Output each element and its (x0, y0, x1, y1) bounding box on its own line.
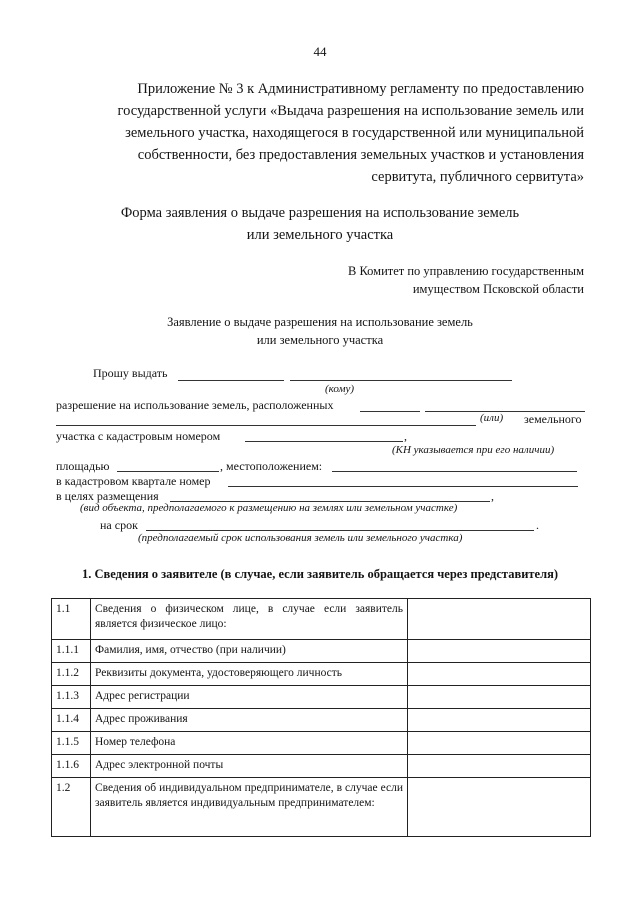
object-hint: (вид объекта, предполагаемого к размещению на землях или земельном участке) (80, 502, 458, 514)
table-row (52, 640, 591, 663)
table-row (52, 686, 591, 709)
addressee-line: В Комитет по управлению государственным (347, 264, 584, 278)
row-value-cell[interactable] (408, 686, 591, 709)
row-number: 1.1.3 (52, 686, 91, 709)
row-number: 1.1.6 (52, 755, 91, 778)
term-hint: (предполагаемый срок использования земель или земельного участка) (138, 532, 463, 544)
row-value-cell[interactable] (408, 599, 591, 640)
row-number: 1.1 (52, 599, 91, 640)
row-value-cell[interactable] (408, 709, 591, 732)
row-description: Реквизиты документа, удостоверяющего личность (91, 663, 408, 686)
cadastral-hint: (КН указывается при его наличии) (392, 444, 555, 456)
table-row (52, 709, 591, 732)
row-value-cell[interactable] (408, 755, 591, 778)
cadastral-comma: , (404, 429, 407, 443)
table-row (52, 755, 591, 778)
lands-line-1[interactable] (360, 411, 420, 412)
quarter-line[interactable] (228, 486, 578, 487)
application-title-line: Заявление о выдаче разрешения на использование земель (167, 315, 473, 329)
row-number: 1.2 (52, 778, 91, 837)
table-row (52, 599, 591, 640)
row-value-cell[interactable] (408, 732, 591, 755)
area-line[interactable] (117, 471, 219, 472)
appendix-line: государственной услуги «Выдача разрешения на использование земель или (117, 103, 584, 119)
recipient-line-1[interactable] (178, 380, 284, 381)
purpose-label: в целях размещения (56, 489, 159, 503)
row-description: Фамилия, имя, отчество (при наличии) (91, 640, 408, 663)
row-number: 1.1.2 (52, 663, 91, 686)
row-description: Сведения о физическом лице, в случае если заявитель является физическое лицо: (91, 599, 408, 640)
row-description: Адрес регистрации (91, 686, 408, 709)
application-title-line: или земельного участка (256, 333, 384, 347)
row-description: Номер телефона (91, 732, 408, 755)
land-word: земельного (524, 412, 582, 426)
request-label: Прошу выдать (93, 366, 168, 380)
row-value-cell[interactable] (408, 663, 591, 686)
cadastral-label: участка с кадастровым номером (56, 429, 221, 443)
row-description: Сведения об индивидуальном предпринимателе, в случае если заявитель является индивидуальным предпринимателем: (91, 778, 408, 837)
recipient-line-2[interactable] (290, 380, 512, 381)
form-title-line: Форма заявления о выдаче разрешения на использование земель (120, 205, 520, 221)
row-description: Адрес проживания (91, 709, 408, 732)
location-label: , местоположением: (220, 459, 323, 473)
row-description: Адрес электронной почты (91, 755, 408, 778)
row-number: 1.1.5 (52, 732, 91, 755)
row-value-cell[interactable] (408, 640, 591, 663)
lands-line-3[interactable] (56, 425, 476, 426)
permit-label: разрешение на использование земель, расположенных (56, 398, 334, 412)
quarter-label: в кадастровом квартале номер (56, 474, 211, 488)
page-number: 44 (313, 44, 327, 59)
term-line[interactable] (146, 530, 534, 531)
appendix-line: Приложение № 3 к Административному регламенту по предоставлению (137, 81, 584, 97)
applicant-info-table (51, 598, 591, 837)
to-whom-hint: (кому) (325, 383, 355, 395)
table-row (52, 663, 591, 686)
appendix-line: собственности, без предоставления земельных участков и установления (137, 147, 584, 163)
row-value-cell[interactable] (408, 778, 591, 837)
purpose-comma: , (491, 489, 494, 503)
table-row (52, 732, 591, 755)
cadastral-number-line[interactable] (245, 441, 403, 442)
appendix-line: сервитута, публичного сервитута» (371, 169, 584, 185)
area-label: площадью (56, 459, 110, 473)
row-number: 1.1.4 (52, 709, 91, 732)
term-label: на срок (100, 518, 138, 532)
section-1-title: 1. Сведения о заявителе (в случае, если заявитель обращается через представителя) (81, 567, 559, 581)
location-line[interactable] (332, 471, 577, 472)
row-number: 1.1.1 (52, 640, 91, 663)
term-period: . (536, 518, 539, 532)
or-text: (или) (480, 412, 504, 424)
form-title-line: или земельного участка (246, 227, 394, 243)
appendix-line: земельного участка, находящегося в государственной или муниципальной (125, 125, 584, 141)
table-row (52, 778, 591, 837)
addressee-line: имуществом Псковской области (412, 282, 584, 296)
